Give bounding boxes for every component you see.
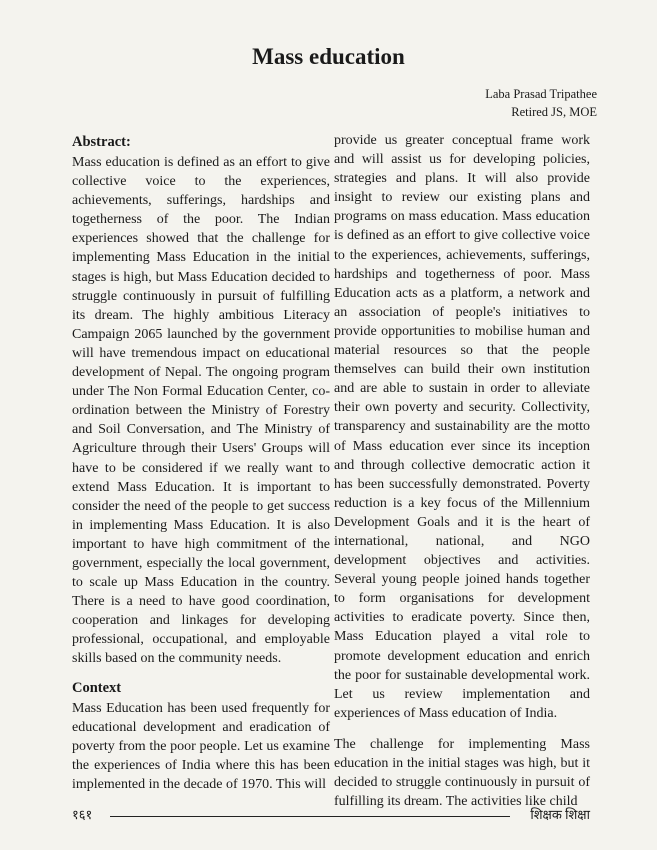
left-column bbox=[72, 131, 330, 802]
body-paragraph-1: provide us greater conceptual frame work and will assist us for developing policies, strategies and plans. It will also provide insight to review our existing plans and programs on mass education. Mass education is defined as an effort to give collective voice to the experiences, achievements, sufferings, hardships and togetherness of poor. Mass Education acts as a platform, a network and an association of people's initiatives to provide opportunities to mobilise human and material resources so that the people themselves can build their own institution and are able to sustain in order to alleviate their own poverty and security. Collectivity, transparency and sustainability are the motto of Mass education ever since its inception and through collective democratic action it has been successfully demonstrated. Poverty reduction is a key focus of the Millennium Development Goals and it is the heart of international, national, and NGO development objectives and activities. Several young people joined hands together to form organisations for development activities to eradicate poverty. Since then, Mass Education played a vital role to promote development education and enrich the poor for sustainable developmental work. Let us review implementation and experiences of Mass education of India. bbox=[334, 133, 590, 721]
page-footer bbox=[72, 805, 590, 825]
body-paragraph-2: The challenge for implementing Mass education in the initial stages was high, but it decided to struggle continuously in pursuit of fulfilling its dream. The activities like child bbox=[334, 736, 590, 810]
context-heading: Context bbox=[72, 679, 122, 696]
article-title: Mass education bbox=[252, 44, 405, 69]
footer-rule bbox=[110, 816, 510, 817]
author-name: Laba Prasad Tripathee bbox=[485, 87, 597, 101]
right-column bbox=[334, 131, 590, 823]
page-number: १६१ bbox=[72, 807, 93, 822]
abstract-paragraph: Mass education is defined as an effort to give collective voice to the experiences, achievements, sufferings, hardships and togetherness of the poor. The Indian experiences showed that the challenge for implementing Mass Education in the initial stages is high, but Mass Education decided to struggle continuously in pursuit of fulfilling its dream. The highly ambitious Literacy Campaign 2065 launched by the government will have tremendous impact on educational development of Nepal. The ongoing program under The Non Formal Education Center, co-ordination between the Ministry of Forestry and Soil Conversation, and The Ministry of Agriculture through their Users' Groups will have to be considered if we really want to extend Mass Education. It is important to consider the need of the people to get success in implementing Mass Education. It is also important to have high commitment of the government, especially the local government, to scale up Mass Education in the country. There is a need to have good coordination, cooperation and linkages for developing professional, occupational, and employable skills based on the community needs. bbox=[72, 155, 330, 667]
author-role: Retired JS, MOE bbox=[511, 105, 597, 119]
author-block bbox=[485, 85, 597, 121]
journal-name: शिक्षक शिक्षा bbox=[530, 807, 590, 822]
abstract-heading: Abstract: bbox=[72, 134, 131, 150]
context-paragraph: Mass Education has been used frequently for educational development and eradication of poverty from the poor people. Let us examine the experiences of India where this has been implemented in the decade of 1970. This will bbox=[72, 700, 330, 792]
